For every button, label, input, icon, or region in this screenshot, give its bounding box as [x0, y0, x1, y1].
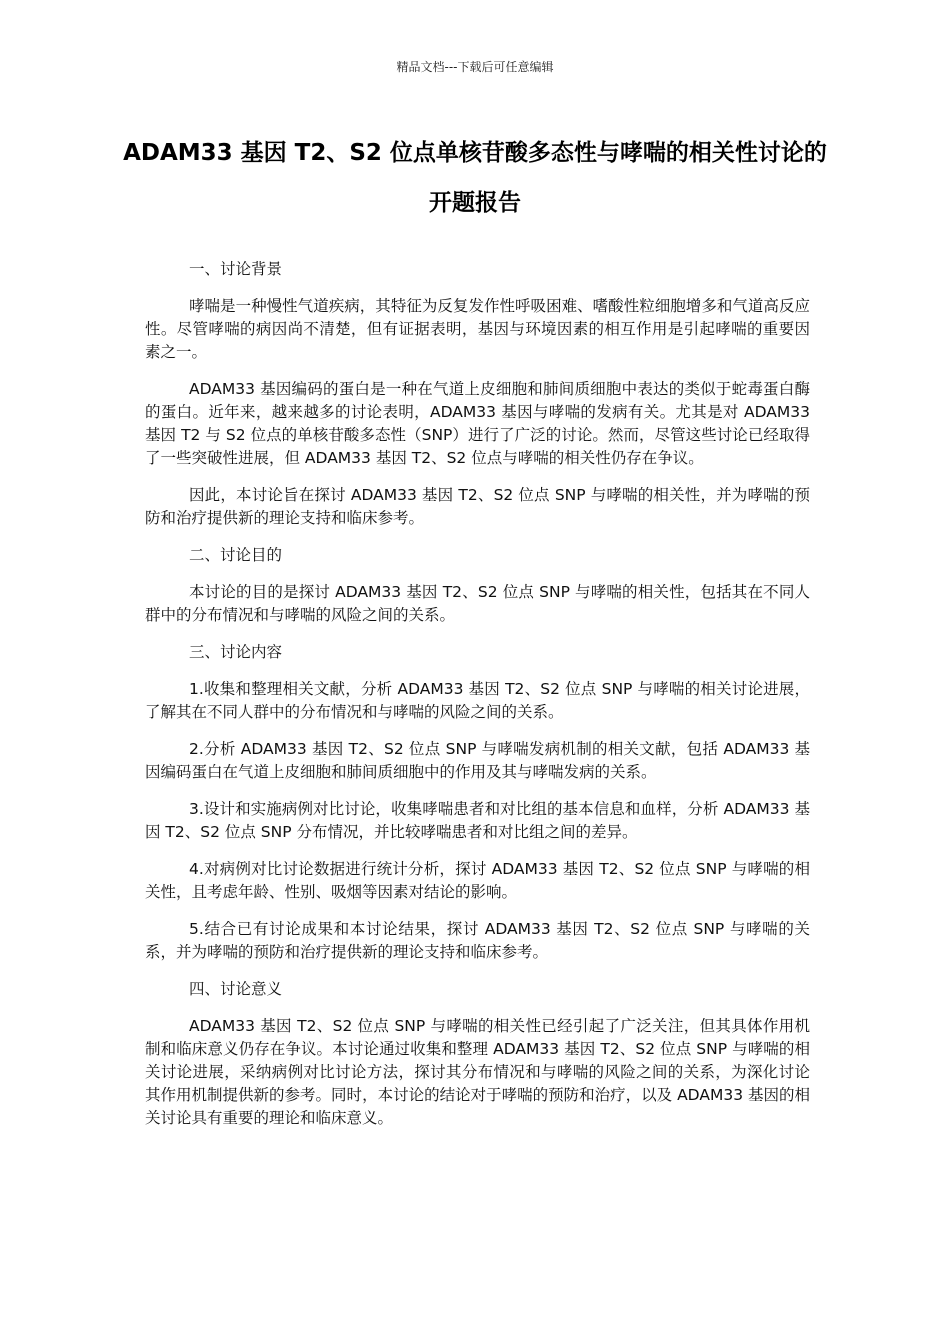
list-item: 2.分析 ADAM33 基因 T2、S2 位点 SNP 与哮喘发病机制的相关文献，包括 ADAM33 基因编码蛋白在气道上皮细胞和肺间质细胞中的作用及其与哮喘发病的关系。 — [145, 740, 810, 781]
paragraph: 哮喘是一种慢性气道疾病，其特征为反复发作性呼吸困难、嗜酸性粒细胞增多和气道高反应性。尽管哮喘的病因尚不清楚，但有证据表明，基因与环境因素的相互作用是引起哮喘的重要因素之一。 — [145, 297, 810, 361]
paragraph: 因此，本讨论旨在探讨 ADAM33 基因 T2、S2 位点 SNP 与哮喘的相关性，并为哮喘的预防和治疗提供新的理论支持和临床参考。 — [145, 486, 810, 527]
page-header: 精品文档---下载后可任意编辑 — [396, 60, 554, 74]
section-significance — [145, 978, 810, 1130]
section-background — [145, 258, 810, 530]
section-heading: 二、讨论目的 — [189, 546, 283, 564]
section-purpose — [145, 544, 810, 627]
section-content — [145, 641, 810, 964]
list-item: 1.收集和整理相关文献，分析 ADAM33 基因 T2、S2 位点 SNP 与哮喘的相关讨论进展，了解其在不同人群中的分布情况和与哮喘的风险之间的关系。 — [145, 680, 810, 721]
list-item: 3.设计和实施病例对比讨论，收集哮喘患者和对比组的基本信息和血样，分析 ADAM33 基因 T2、S2 位点 SNP 分布情况，并比较哮喘患者和对比组之间的差异。 — [145, 800, 810, 841]
section-heading: 一、讨论背景 — [189, 260, 283, 278]
document-title: ADAM33 基因 T2、S2 位点单核苷酸多态性与哮喘的相关性讨论的开题报告 — [123, 140, 827, 216]
paragraph: ADAM33 基因 T2、S2 位点 SNP 与哮喘的相关性已经引起了广泛关注，但其具体作用机制和临床意义仍存在争议。本讨论通过收集和整理 ADAM33 基因 T2、S2 位点 SNP 与哮喘的相关讨论进展，采纳病例对比讨论方法，探讨其分布情况和与哮喘的风险之间的关系，为深化讨论其作用机制提供新的参考。同时，本讨论的结论对于哮喘的预防和治疗，以及 ADAM33 基因的相关讨论具有重要的理论和临床意义。 — [145, 1017, 810, 1127]
list-item: 5.结合已有讨论成果和本讨论结果，探讨 ADAM33 基因 T2、S2 位点 SNP 与哮喘的关系，并为哮喘的预防和治疗提供新的理论支持和临床参考。 — [145, 920, 810, 961]
section-heading: 四、讨论意义 — [189, 980, 283, 998]
list-item: 4.对病例对比讨论数据进行统计分析，探讨 ADAM33 基因 T2、S2 位点 SNP 与哮喘的相关性，且考虑年龄、性别、吸烟等因素对结论的影响。 — [145, 860, 810, 901]
paragraph: 本讨论的目的是探讨 ADAM33 基因 T2、S2 位点 SNP 与哮喘的相关性，包括其在不同人群中的分布情况和与哮喘的风险之间的关系。 — [145, 583, 810, 624]
section-heading: 三、讨论内容 — [189, 643, 283, 661]
document-body — [145, 258, 810, 1144]
paragraph: ADAM33 基因编码的蛋白是一种在气道上皮细胞和肺间质细胞中表达的类似于蛇毒蛋白酶的蛋白。近年来，越来越多的讨论表明，ADAM33 基因与哮喘的发病有关。尤其是对 ADAM33 基因 T2 与 S2 位点的单核苷酸多态性（SNP）进行了广泛的讨论。然而，尽管这些讨论已经取得了一些突破性进展，但 ADAM33 基因 T2、S2 位点与哮喘的相关性仍存在争议。 — [145, 380, 810, 467]
